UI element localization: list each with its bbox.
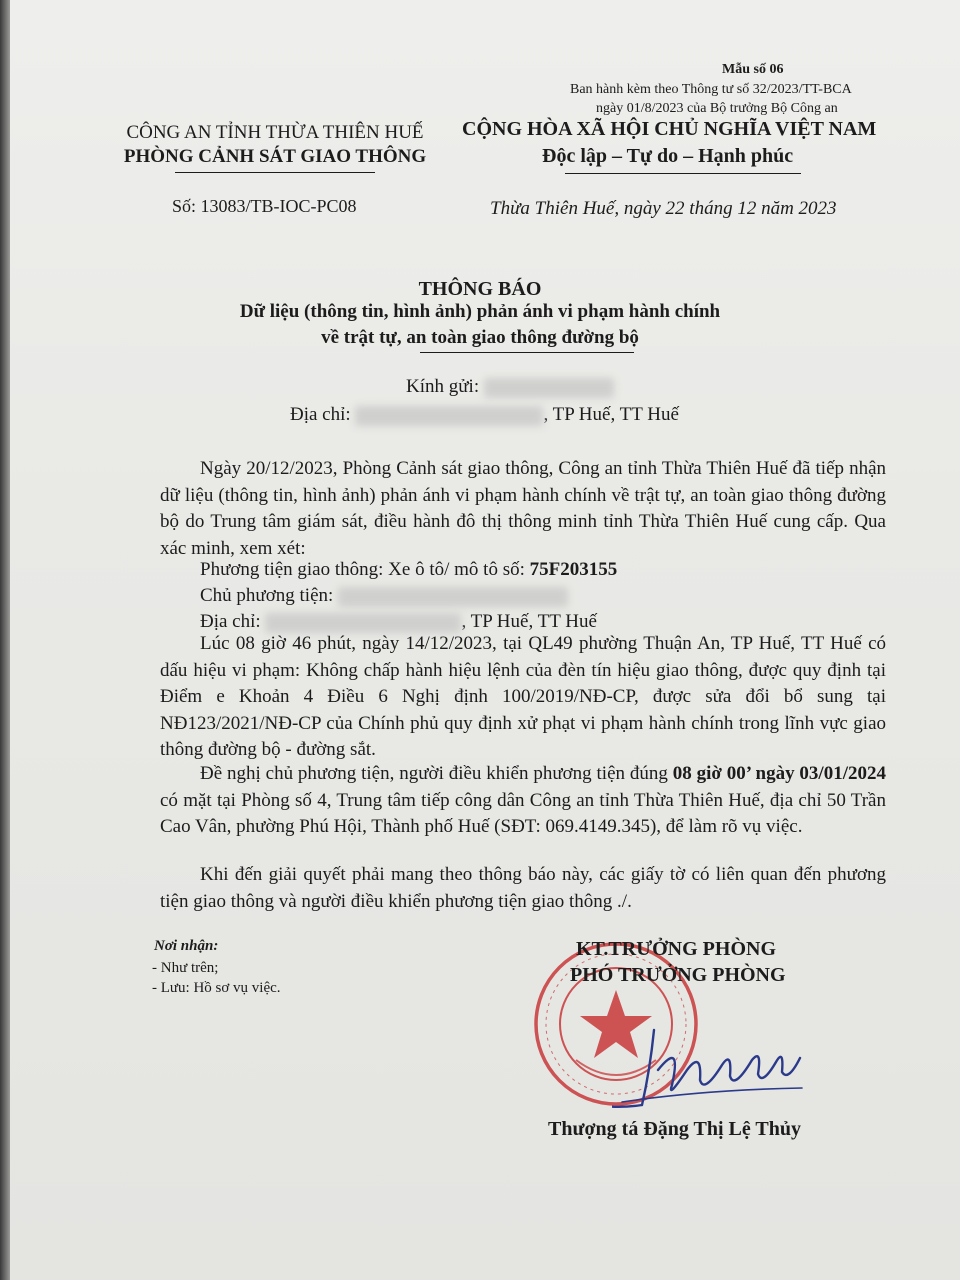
notice-subtitle-line2: về trật tự, an toàn giao thông đường bộ — [321, 327, 639, 348]
agency-underline — [175, 172, 375, 173]
vehicle-label: Phương tiện giao thông: Xe ô tô/ mô tô số: — [200, 559, 530, 580]
agency-parent: CÔNG AN TỈNH THỪA THIÊN HUẾ — [126, 122, 424, 143]
vehicle-plate: 75F203155 — [529, 559, 618, 580]
owner-line — [200, 585, 568, 607]
owner-address-suffix: , TP Huế, TT Huế — [461, 611, 597, 632]
recipients-label: Nơi nhận: — [154, 938, 219, 954]
owner-name-redacted — [338, 587, 568, 607]
subtitle-underline — [420, 352, 634, 353]
agency-name: PHÒNG CẢNH SÁT GIAO THÔNG — [123, 146, 427, 167]
request-text-a: Đề nghị chủ phương tiện, người điều khiển phương tiện đúng — [200, 763, 673, 784]
recipient-line — [406, 376, 614, 398]
paragraph-violation: Lúc 08 giờ 46 phút, ngày 14/12/2023, tại QL49 phường Thuận An, TP Huế, TT Huế có dấu hiệu vi phạm: Không chấp hành hiệu lệnh của đèn tín hiệu giao thông, được quy định tại Điểm e Khoản 4 Điều 6 Nghị định 100/2019/NĐ-CP, được sửa đổi bổ sung tại NĐ123/2021/NĐ-CP của Chính phủ quy định xử phạt vi phạm hành chính trong lĩnh vực giao thông đường bộ - đường sắt. — [160, 633, 886, 760]
recipient-address-suffix: , TP Huế, TT Huế — [543, 404, 679, 425]
motto-underline — [565, 173, 801, 174]
recipient-address-line — [290, 404, 679, 426]
signature-role-2: PHÓ TRƯỞNG PHÒNG — [570, 964, 786, 986]
recipient-address-label: Địa chỉ: — [290, 404, 351, 425]
recipient-address-redacted — [355, 406, 543, 426]
owner-address-redacted — [265, 613, 461, 633]
recipient-label: Kính gửi: — [406, 376, 480, 397]
vehicle-line — [200, 559, 617, 581]
owner-address-line — [200, 611, 597, 633]
handwritten-signature — [612, 1010, 812, 1120]
request-text-b: có mặt tại Phòng số 4, Trung tâm tiếp công dân Công an tỉnh Thừa Thiên Huế, địa chỉ 50 Trần Cao Vân, phường Phú Hội, Thành phố Huế (SĐT: 069.4149.345), để làm rõ vụ việc. — [160, 789, 886, 837]
nation-name: CỘNG HÒA XÃ HỘI CHỦ NGHĨA VIỆT NAM — [462, 118, 877, 140]
nation-motto: Độc lập – Tự do – Hạnh phúc — [542, 145, 794, 167]
signer-name: Thượng tá Đặng Thị Lệ Thủy — [548, 1118, 801, 1140]
notice-subtitle-line1: Dữ liệu (thông tin, hình ảnh) phản ánh vi phạm hành chính — [239, 301, 721, 322]
recipient-name-redacted — [484, 378, 614, 398]
notice-title: THÔNG BÁO — [418, 278, 542, 300]
place-date: Thừa Thiên Huế, ngày 22 tháng 12 năm 2023 — [490, 198, 837, 219]
owner-address-label: Địa chỉ: — [200, 611, 261, 632]
owner-label: Chủ phương tiện: — [200, 585, 334, 606]
document-number: Số: 13083/TB-IOC-PC08 — [172, 196, 357, 216]
paragraph-received: Ngày 20/12/2023, Phòng Cảnh sát giao thông, Công an tỉnh Thừa Thiên Huế đã tiếp nhận dữ liệu (thông tin, hình ảnh) phản ánh vi phạm hành chính về trật tự, an toàn giao thông đường bộ do Trung tâm giám sát, điều hành đô thị thông minh tỉnh Thừa Thiên Huế cung cấp. Qua xác minh, xem xét: — [160, 458, 886, 559]
recipients-item-2: - Lưu: Hồ sơ vụ việc. — [152, 980, 281, 996]
paragraph-documents: Khi đến giải quyết phải mang theo thông báo này, các giấy tờ có liên quan đến phương tiện giao thông và người điều khiển phương tiện giao thông ./. — [160, 864, 886, 912]
form-number: Mẫu số 06 — [722, 62, 784, 77]
signature-role-1: KT.TRƯỞNG PHÒNG — [576, 938, 776, 960]
page-edge-shadow — [0, 0, 10, 1280]
form-issuance-line: Ban hành kèm theo Thông tư số 32/2023/TT-BCA — [570, 82, 852, 97]
paragraph-request — [160, 761, 886, 841]
form-issuance-date-line: ngày 01/8/2023 của Bộ trưởng Bộ Công an — [596, 101, 838, 116]
recipients-item-1: - Như trên; — [152, 960, 219, 976]
request-appointment-time: 08 giờ 00’ ngày 03/01/2024 — [672, 763, 886, 784]
